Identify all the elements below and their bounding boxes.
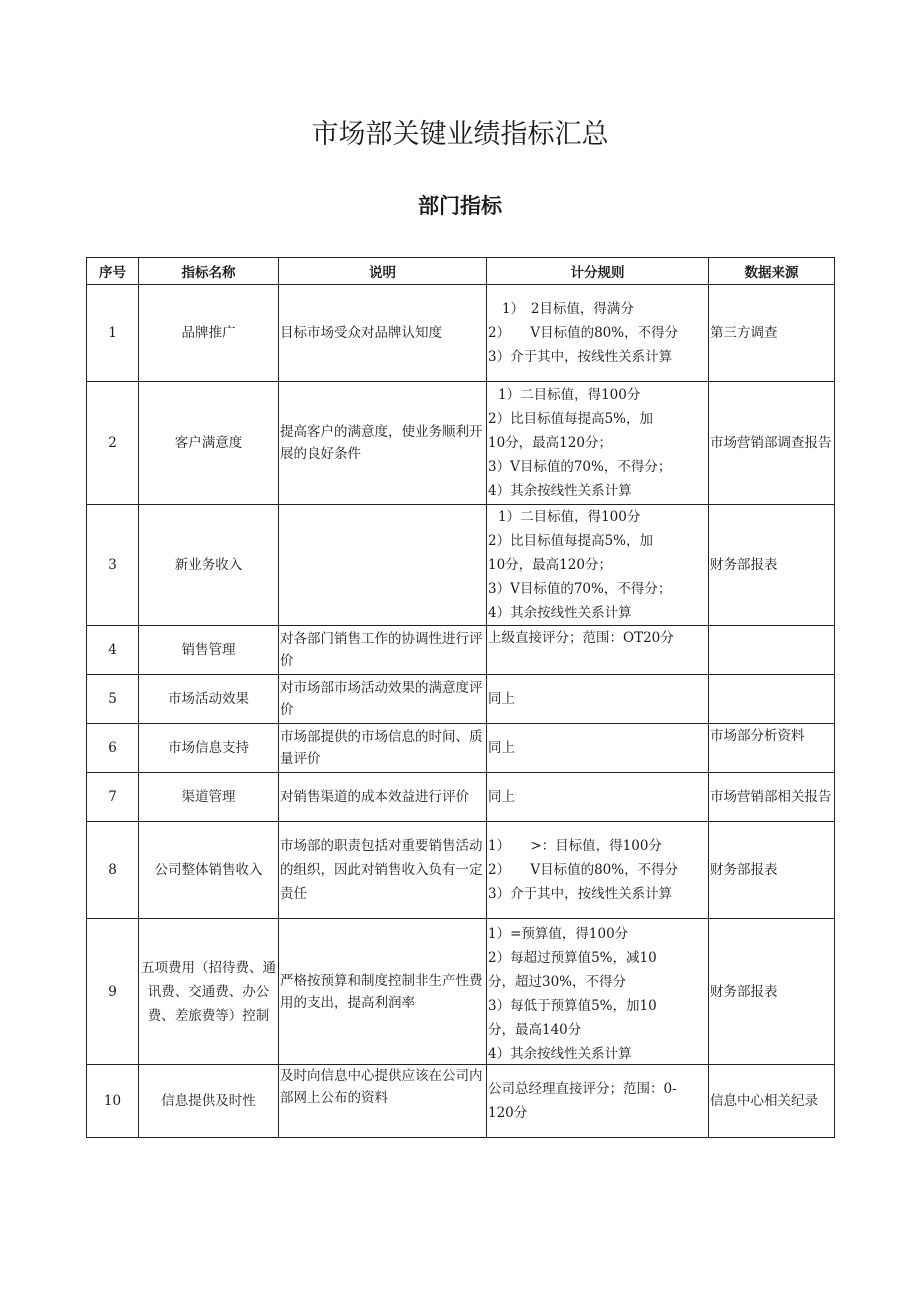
- row-no: 4: [87, 626, 139, 675]
- page-title: 市场部关键业绩指标汇总: [311, 119, 609, 150]
- row-desc: 及时向信息中心提供应该在公司内部网上公布的资料: [279, 1065, 487, 1138]
- row-no: 8: [87, 822, 139, 919]
- rule-line: 3）V目标值的70%，不得分；: [488, 459, 672, 475]
- row-desc: 市场部的职责包括对重要销售活动的组织，因此对销售收入负有一定责任: [279, 822, 487, 919]
- rule-line: 120分: [488, 1105, 528, 1121]
- rule-line: 同上: [488, 789, 515, 805]
- row-no: 2: [87, 382, 139, 505]
- rule-line: 3）V目标值的70%，不得分；: [488, 581, 672, 597]
- row-rule: [487, 285, 709, 382]
- row-desc: 对各部门销售工作的协调性进行评价: [279, 626, 487, 675]
- row-rule: [487, 1065, 709, 1138]
- header-name: 指标名称: [139, 258, 279, 285]
- row-rule: [487, 626, 709, 675]
- rule-line: 1）二目标值，得100分: [498, 387, 641, 403]
- row-no: 3: [87, 505, 139, 626]
- row-desc: [279, 505, 487, 626]
- row-source: [709, 675, 835, 724]
- row-rule: [487, 724, 709, 773]
- rule-line: 2） V目标值的80%，不得分: [488, 325, 679, 341]
- table-row: [87, 773, 835, 822]
- rule-line: 2）每超过预算值5%，减10: [488, 949, 657, 966]
- rule-line: 2）比目标值每提高5%，加: [488, 533, 654, 549]
- table-row: [87, 724, 835, 773]
- table-row: [87, 675, 835, 724]
- row-rule: [487, 773, 709, 822]
- rule-line: 4）其余按线性关系计算: [488, 483, 632, 499]
- row-desc: 严格按预算和制度控制非生产性费用的支出，提高利润率: [279, 919, 487, 1065]
- row-desc: 对销售渠道的成本效益进行评价: [279, 773, 487, 822]
- row-source: 第三方调查: [709, 285, 835, 382]
- header-desc: 说明: [279, 258, 487, 285]
- row-source: 市场营销部相关报告: [709, 773, 835, 822]
- rule-line: 同上: [488, 691, 515, 707]
- row-no: 9: [87, 919, 139, 1065]
- rule-line: 公司总经理直接评分；范围：0-: [488, 1081, 677, 1097]
- row-desc: 目标市场受众对品牌认知度: [279, 285, 487, 382]
- row-no: 1: [87, 285, 139, 382]
- row-rule: [487, 505, 709, 626]
- row-source: 财务部报表: [709, 919, 835, 1065]
- row-name: 客户满意度: [139, 382, 279, 505]
- rule-line: 3）每低于预算值5%，加10: [488, 997, 657, 1014]
- rule-line: 2）比目标值每提高5%，加: [488, 411, 654, 427]
- rule-line: 1）=预算值，得100分: [488, 925, 629, 942]
- table-row: [87, 382, 835, 505]
- header-source: 数据来源: [709, 258, 835, 285]
- row-no: 10: [87, 1065, 139, 1138]
- row-source: [709, 626, 835, 675]
- row-name: 公司整体销售收入: [139, 822, 279, 919]
- row-source: 市场营销部调查报告: [709, 382, 835, 505]
- rule-line: 同上: [488, 740, 515, 756]
- row-rule: [487, 382, 709, 505]
- rule-line: 分，超过30%，不得分: [488, 973, 627, 990]
- row-source: 信息中心相关纪录: [709, 1065, 835, 1138]
- row-name: 市场活动效果: [139, 675, 279, 724]
- row-name: 信息提供及时性: [139, 1065, 279, 1138]
- row-no: 6: [87, 724, 139, 773]
- table-row: [87, 1065, 835, 1138]
- table-row: [87, 919, 835, 1065]
- rule-line: 10分，最高120分；: [488, 435, 612, 451]
- section-title: 部门指标: [418, 194, 502, 218]
- row-no: 7: [87, 773, 139, 822]
- rule-line: 3）介于其中，按线性关系计算: [488, 886, 673, 902]
- row-name: 新业务收入: [139, 505, 279, 626]
- table-header-row: [87, 258, 835, 285]
- row-rule: [487, 675, 709, 724]
- row-rule: [487, 822, 709, 919]
- rule-line: 10分，最高120分；: [488, 557, 612, 573]
- row-name: 销售管理: [139, 626, 279, 675]
- table-row: [87, 505, 835, 626]
- rule-line: 上级直接评分；范围：OT20分: [488, 630, 674, 646]
- row-desc: 提高客户的满意度，使业务顺利开展的良好条件: [279, 382, 487, 505]
- kpi-table: [86, 257, 835, 1138]
- rule-line: 2） V目标值的80%，不得分: [488, 862, 679, 878]
- rule-line: 1）二目标值，得100分: [498, 509, 641, 525]
- row-name: 渠道管理: [139, 773, 279, 822]
- header-rule: 计分规则: [487, 258, 709, 285]
- table-row: [87, 285, 835, 382]
- rule-line: 1） 2目标值，得满分: [502, 301, 634, 317]
- row-rule: [487, 919, 709, 1065]
- rule-line: 3）介于其中，按线性关系计算: [488, 349, 673, 365]
- rule-line: 分，最高140分: [488, 1021, 582, 1038]
- row-name: 品牌推广: [139, 285, 279, 382]
- header-no: 序号: [87, 258, 139, 285]
- row-source: 市场部分析资料: [709, 724, 835, 773]
- row-name: 五项费用（招待费、通讯费、交通费、办公费、差旅费等）控制: [139, 919, 279, 1065]
- row-source: 财务部报表: [709, 822, 835, 919]
- rule-line: 4）其余按线性关系计算: [488, 1045, 632, 1062]
- row-name: 市场信息支持: [139, 724, 279, 773]
- row-source: 财务部报表: [709, 505, 835, 626]
- row-no: 5: [87, 675, 139, 724]
- table-row: [87, 822, 835, 919]
- row-desc: 对市场部市场活动效果的满意度评价: [279, 675, 487, 724]
- table-row: [87, 626, 835, 675]
- rule-line: 4）其余按线性关系计算: [488, 605, 632, 621]
- row-desc: 市场部提供的市场信息的时间、质量评价: [279, 724, 487, 773]
- rule-line: 1） >：目标值，得100分: [488, 838, 662, 854]
